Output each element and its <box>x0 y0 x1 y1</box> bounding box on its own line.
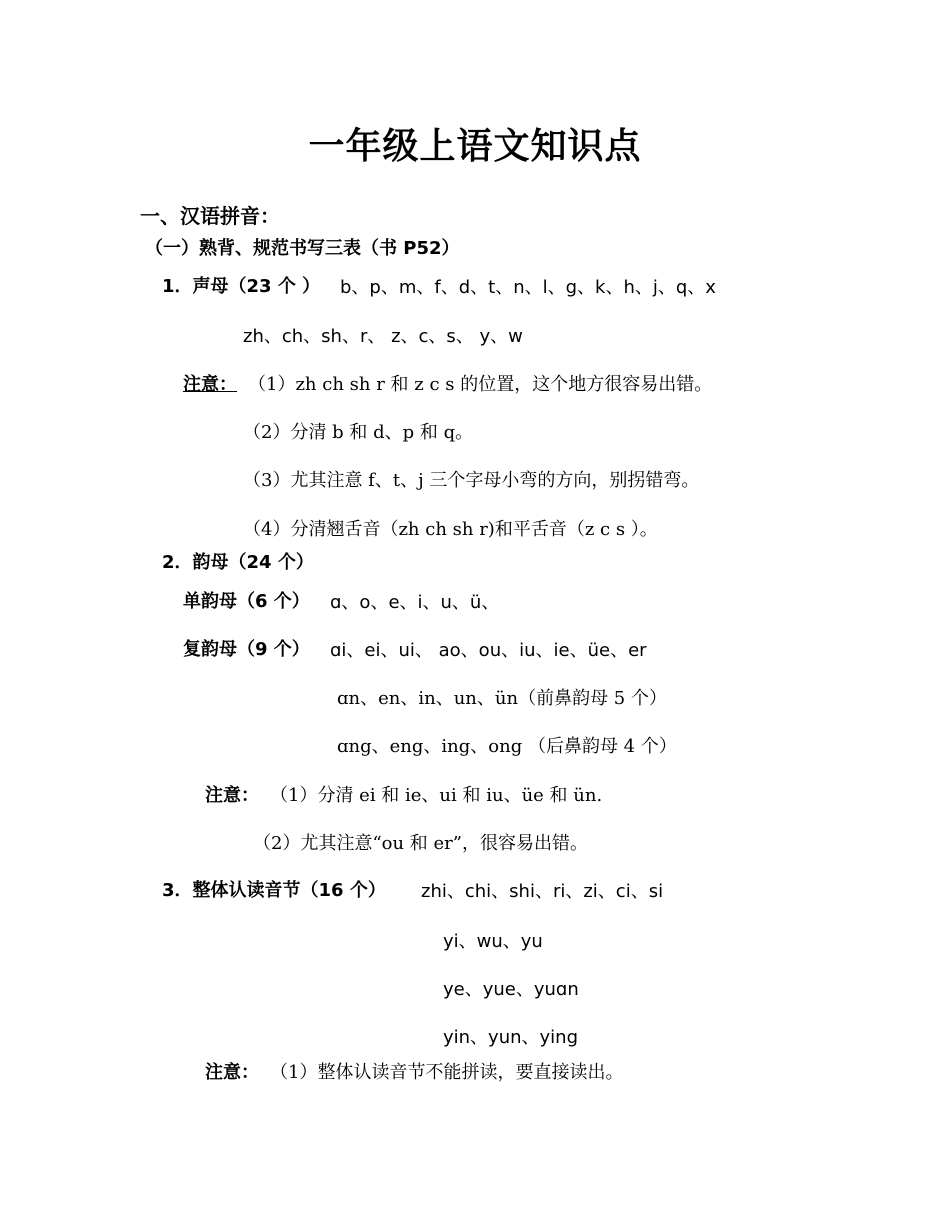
front-nasal-line: ɑn、en、in、un、ün（前鼻韵母 5 个） <box>337 688 667 709</box>
note-label: 注意： <box>205 785 259 806</box>
note-item: （2）分清 b 和 d、p 和 q。 <box>243 422 474 443</box>
yunmu-label: 2．韵母（24 个） <box>162 552 314 573</box>
zhengti-label: 3．整体认读音节（16 个） <box>162 880 386 901</box>
note-item: （1）整体认读音节不能拼读，要直接读出。 <box>270 1062 624 1083</box>
zhengti-line-1: zhi、chi、shi、ri、zi、ci、si <box>421 881 664 902</box>
zhengti-line-4: yin、yun、ying <box>443 1027 579 1048</box>
shengmu-line-1: b、p、m、f、d、t、n、l、g、k、h、j、q、x <box>340 277 716 298</box>
dan-yunmu-values: ɑ、o、e、i、u、ü、 <box>330 592 500 613</box>
note-label: 注意： <box>183 374 237 395</box>
shengmu-line-2: zh、ch、sh、r、 z、c、s、 y、w <box>243 326 523 347</box>
note-item: （1）分清 ei 和 ie、ui 和 iu、üe 和 ün. <box>270 785 603 806</box>
note-item: （2）尤其注意“ou 和 er”，很容易出错。 <box>253 833 588 854</box>
note-item: （1）zh ch sh r 和 z c s 的位置，这个地方很容易出错。 <box>248 374 713 395</box>
note-label: 注意： <box>205 1062 259 1083</box>
note-item: （3）尤其注意 f、t、j 三个字母小弯的方向，别拐错弯。 <box>243 470 700 491</box>
section-heading: 一、汉语拼音： <box>140 204 280 228</box>
zhengti-line-2: yi、wu、yu <box>443 931 543 952</box>
fu-yunmu-values: ɑi、ei、ui、 ao、ou、iu、ie、üe、er <box>330 640 647 661</box>
dan-yunmu-label: 单韵母（6 个） <box>183 591 310 612</box>
note-item: （4）分清翘舌音（zh ch sh r)和平舌音（z c s ）。 <box>243 519 658 540</box>
fu-yunmu-label: 复韵母（9 个） <box>183 639 310 660</box>
subsection-heading: （一）熟背、规范书写三表（书 P52） <box>145 238 460 259</box>
shengmu-label: 1．声母（23 个 ） <box>162 276 321 297</box>
page-title: 一年级上语文知识点 <box>308 126 642 167</box>
zhengti-line-3: ye、yue、yuɑn <box>443 979 579 1000</box>
back-nasal-line: ɑng、eng、ing、ong （后鼻韵母 4 个） <box>337 736 677 757</box>
